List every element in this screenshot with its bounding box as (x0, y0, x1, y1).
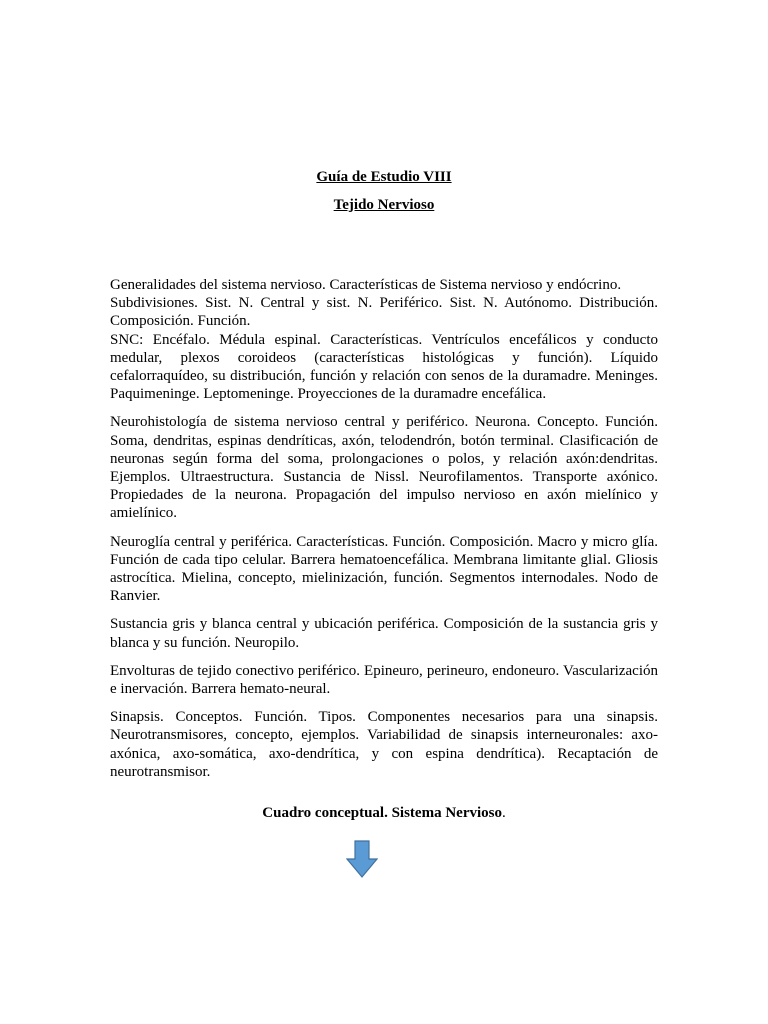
document-title: Guía de Estudio VIII (316, 169, 452, 185)
paragraph-neurohistologia: Neurohistología de sistema nervioso central y periférico. Neurona. Concepto. Función. Soma, dendritas, espinas dendríticas, axón, telodendrón, botón terminal. Clasificación de neuronas según forma del soma, prolongaciones o polos, y relación axón:dendritas. Ejemplos. Ultraestructura. Sustancia de Nissl. Neurofilamentos. Transporte axónico. Propiedades de la neurona. Propagación del impulso nervioso en axón mielínico y amielínico. (110, 414, 658, 522)
down-arrow-icon (346, 840, 378, 878)
cuadro-suffix: . (501, 805, 506, 821)
paragraph-generalidades: Generalidades del sistema nervioso. Características de Sistema nervioso y endócrino. (110, 277, 622, 293)
document-subtitle: Tejido Nervioso (333, 197, 435, 213)
cuadro-label: Cuadro conceptual. Sistema Nervioso (262, 805, 502, 821)
document-body (110, 276, 658, 791)
paragraph-snc: SNC: Encéfalo. Médula espinal. Características. Ventrículos encefálicos y conducto medular, plexos coroideos (características histológicas y función). Líquido cefalorraquídeo, su distribución, función y relación con senos de la duramadre. Meninges. Paquimeninge. Leptomeninge. Proyecciones de la duramadre encefálica. (110, 331, 658, 403)
paragraph-subdivisiones: Subdivisiones. Sist. N. Central y sist. N. Periférico. Sist. N. Autónomo. Distribución. Composición. Función. (110, 295, 658, 330)
cuadro-conceptual-heading (0, 804, 768, 822)
paragraph-neuroglia: Neuroglía central y periférica. Características. Función. Composición. Macro y micro glía. Función de cada tipo celular. Barrera hematoencefálica. Membrana limitante glial. Gliosis astrocítica. Mielina, concepto, mielinización, función. Segmentos internodales. Nodo de Ranvier. (110, 533, 658, 605)
paragraph-envolturas: Envolturas de tejido conectivo periférico. Epineuro, perineuro, endoneuro. Vascularización e inervación. Barrera hemato-neural. (110, 662, 658, 698)
paragraph-sustancia-gris: Sustancia gris y blanca central y ubicación periférica. Composición de la sustancia gris y blanca y su función. Neuropilo. (110, 616, 658, 651)
paragraph-sinapsis: Sinapsis. Conceptos. Función. Tipos. Componentes necesarios para una sinapsis. Neurotransmisores, concepto, ejemplos. Variabilidad de sinapsis interneuronales: axo-axónica, axo-somática, axo-dendrítica, y con espina dendrítica). Recaptación de neurotransmisor. (110, 709, 658, 780)
